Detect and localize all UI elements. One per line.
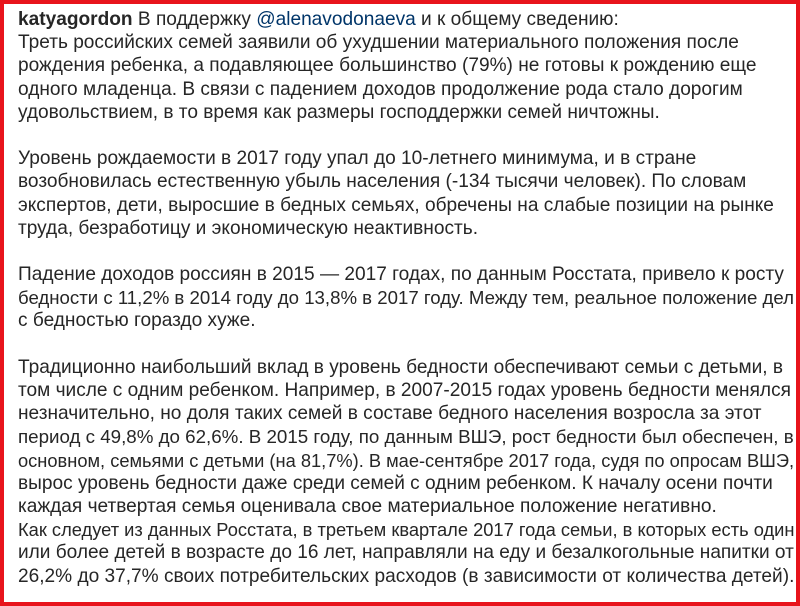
caption-intro-text: В поддержку [132, 9, 257, 30]
paragraph-4 [18, 356, 798, 588]
text-line: экспертов, дети, выросшие в бедных семьях, обречены на слабые позиции на рынке [18, 194, 774, 216]
paragraph-3 [18, 263, 798, 333]
text-line: незначительно, но доля таких семей в составе бедного населения возросла за этот [18, 403, 762, 425]
post-caption [18, 8, 798, 588]
text-line: вырос уровень бедности даже среди семей с одним ребенком. К началу осени почти [18, 472, 773, 494]
caption-header-line [18, 8, 798, 31]
text-line: или более детей в возрасте до 16 лет, направляли на еду и безалкогольные напитки от [18, 542, 794, 564]
text-line: Падение доходов россиян в 2015 — 2017 годах, по данным Росстата, привело к росту [18, 264, 784, 286]
mention-link[interactable]: @alenavodonaeva [256, 9, 416, 30]
text-line: основном, семьями с детьми (на 81,7%). В мае-сентябре 2017 года, судя по опросам ВШЭ, [18, 449, 795, 471]
username-link[interactable]: katyagordon [18, 9, 133, 30]
text-line: Как следует из данных Росстата, в третьем квартале 2017 года семьи, в которых есть один [18, 519, 795, 541]
text-line: период с 49,8% до 62,6%. В 2015 году, по данным ВШЭ, рост бедности был обеспечен, в [18, 426, 794, 448]
text-line: труда, безработицу и экономическую неактивность. [18, 217, 479, 239]
text-line: каждая четвертая семья оценивала свое материальное положение негативно. [18, 495, 717, 517]
text-line: Уровень рождаемости в 2017 году упал до 10-летнего минимума, и в стране [18, 148, 697, 170]
caption-intro-tail-text: и к общему сведению: [415, 9, 619, 30]
text-line: с бедностью гораздо хуже. [18, 310, 256, 332]
text-line: рождения ребенка, а подавляющее большинство (79%) не готовы к рождению еще [18, 55, 757, 77]
text-line: том числе с одним ребенком. Например, в 2007-2015 годах уровень бедности менялся [18, 380, 791, 401]
text-line: 26,2% до 37,7% своих потребительских расходов (в зависимости от количества детей). [18, 565, 795, 587]
paragraph-gap [18, 124, 798, 147]
paragraph-1 [18, 31, 798, 124]
text-line: Традиционно наибольший вклад в уровень бедности обеспечивают семьи с детьми, в [18, 356, 784, 378]
text-line: возобновилась естественную убыль населения (-134 тысячи человек). По словам [18, 171, 747, 193]
text-line: удовольствием, в то время как размеры господдержки семей ничтожны. [18, 101, 660, 123]
text-line: Треть российских семей заявили об ухудшении материального положения после [18, 32, 739, 54]
text-line: бедности с 11,2% в 2014 году до 13,8% в 2017 году. Между тем, реальное положение дел [18, 287, 794, 309]
paragraph-2 [18, 147, 798, 240]
text-line: одного младенца. В связи с падением доходов продолжение рода стало дорогим [18, 78, 743, 100]
paragraph-gap [18, 333, 798, 356]
paragraph-gap [18, 240, 798, 263]
